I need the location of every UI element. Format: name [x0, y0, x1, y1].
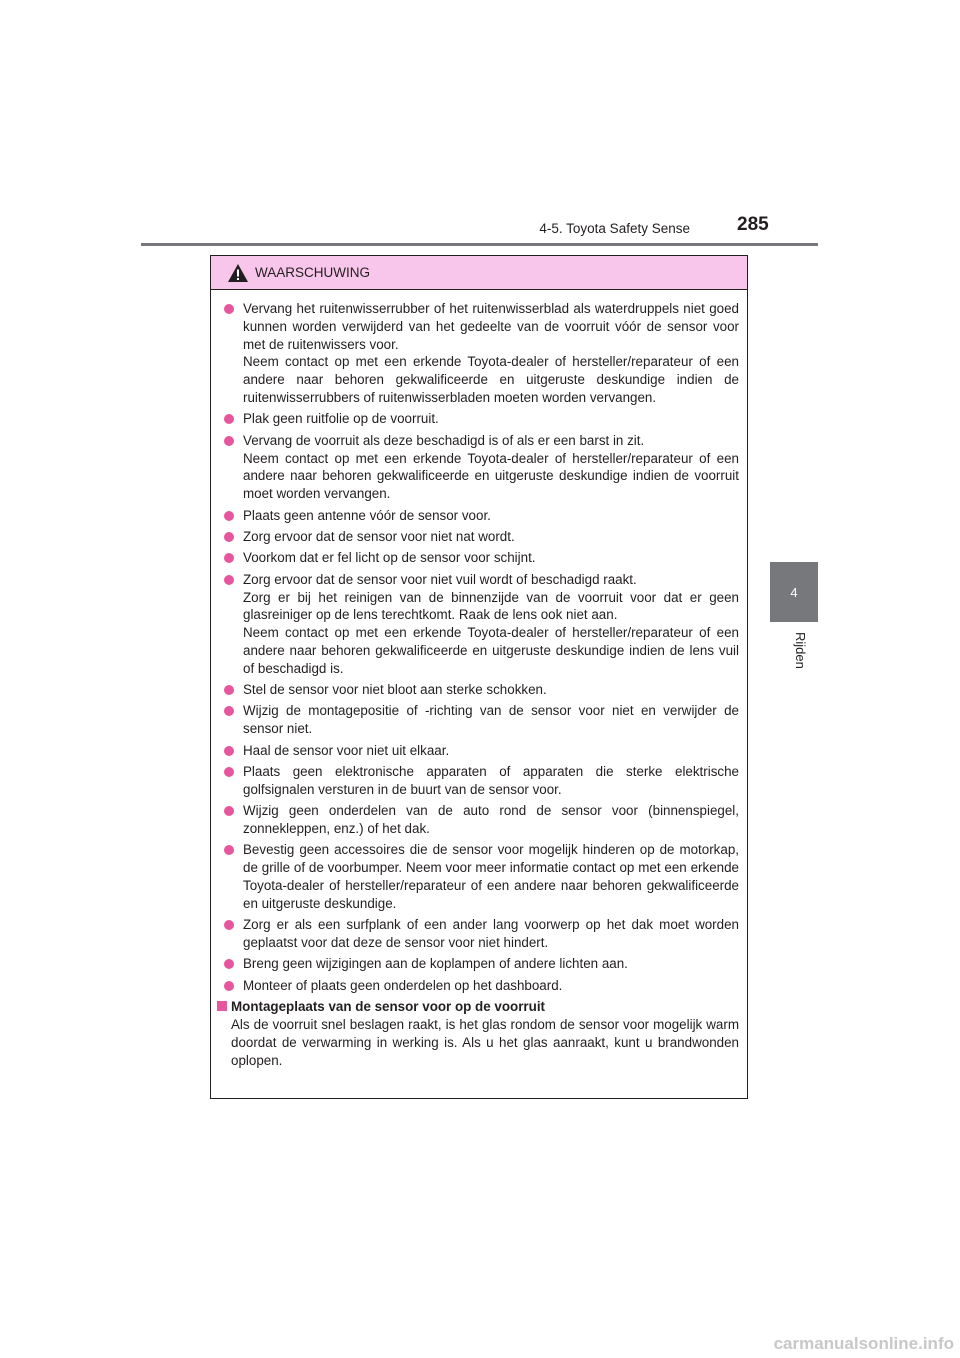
warning-item-text: Neem contact op met een erkende Toyota-dealer of hersteller/reparateur of een andere naar behoren gekwalificeerde en uitgeruste deskundige indien de voorruit moet worden vervangen. — [243, 450, 739, 502]
warning-item-text: Zorg er als een surfplank of een ander lang voorwerp op het dak moet worden geplaatst voor dat deze de sensor voor niet hindert. — [243, 917, 739, 951]
warning-triangle-icon — [227, 263, 249, 283]
warning-item-text: Vervang het ruitenwisserrubber of het ruitenwisserblad als waterdruppels niet goed kunnen worden verwijderd van het gedeelte van de voorruit vóór de sensor voor met de ruitenwissers voor. — [243, 301, 739, 352]
warning-item — [217, 410, 739, 428]
round-bullet-icon — [224, 920, 234, 930]
warning-item-text: Breng geen wijzigingen aan de koplampen of andere lichten aan. — [243, 956, 628, 972]
header-rule — [141, 243, 818, 246]
warning-item-text: Plaats geen elektronische apparaten of apparaten die sterke elektrische golfsignalen versturen in de buurt van de sensor voor. — [243, 764, 739, 797]
watermark: carmanualsonline.info — [773, 1334, 954, 1353]
warning-item — [217, 802, 739, 838]
warning-item — [217, 681, 739, 699]
warning-item-text: Wijzig de montagepositie of -richting van de sensor voor niet en verwijder de sensor niet. — [243, 703, 739, 737]
warning-item — [217, 916, 739, 952]
round-bullet-icon — [224, 981, 234, 991]
round-bullet-icon — [224, 746, 234, 756]
warning-item-text: Zorg ervoor dat de sensor voor niet nat wordt. — [243, 528, 515, 544]
warning-item-text: Haal de sensor voor niet uit elkaar. — [243, 742, 450, 758]
warning-item — [217, 955, 739, 973]
warning-item — [217, 300, 739, 407]
warning-item-text: Vervang de voorruit als deze beschadigd is of als er een barst in zit. — [243, 432, 645, 448]
chapter-number: 4 — [790, 584, 798, 600]
round-bullet-icon — [224, 414, 234, 424]
round-bullet-icon — [224, 767, 234, 777]
round-bullet-icon — [224, 685, 234, 695]
round-bullet-icon — [224, 845, 234, 855]
warning-item-text: Zorg ervoor dat de sensor voor niet vuil wordt of beschadigd raakt. — [243, 571, 637, 587]
header-section-title: 4-5. Toyota Safety Sense — [539, 221, 690, 236]
warning-item — [217, 528, 739, 546]
round-bullet-icon — [224, 575, 234, 585]
warning-item — [217, 977, 739, 995]
warning-box — [210, 255, 748, 1099]
warning-item — [217, 432, 739, 503]
round-bullet-icon — [224, 532, 234, 542]
warning-item-text: Neem contact op met een erkende Toyota-dealer of hersteller/reparateur of een andere naar behoren gekwalificeerde en uitgeruste deskundige indien de lens vuil of beschadigd is. — [243, 625, 739, 676]
warning-item-text: Stel de sensor voor niet bloot aan sterke schokken. — [243, 682, 547, 698]
warning-item-text: Plak geen ruitfolie op de voorruit. — [243, 411, 439, 427]
warning-body — [211, 290, 747, 1069]
warning-item-text: Wijzig geen onderdelen van de auto rond de sensor voor (binnenspiegel, zonnekleppen, enz.) of het dak. — [243, 803, 739, 837]
round-bullet-icon — [224, 706, 234, 716]
round-bullet-icon — [224, 511, 234, 521]
warning-item-text: Neem contact op met een erkende Toyota-dealer of hersteller/reparateur of een andere naar behoren gekwalificeerde en uitgeruste deskundige indien de ruitenwisserrubbers of ruitenwisserbladen moeten worden vervangen. — [243, 354, 739, 405]
round-bullet-icon — [224, 959, 234, 969]
chapter-tab — [770, 562, 818, 622]
warning-item-text: Plaats geen antenne vóór de sensor voor. — [243, 507, 491, 523]
subsection-heading: Montageplaats van de sensor voor op de voorruit — [231, 999, 545, 1015]
warning-item-text: Zorg er bij het reinigen van de binnenzijde van de voorruit voor dat er geen glasreiniger op de lens terechtkomt. Raak de lens ook niet aan. — [243, 589, 739, 623]
subsection-body: Als de voorruit snel beslagen raakt, is het glas rondom de sensor voor mogelijk warm doordat de verwarming in werking is. Als u het glas aanraakt, kunt u brandwonden oplopen. — [231, 1016, 739, 1068]
warning-item — [217, 763, 739, 799]
round-bullet-icon — [224, 553, 234, 563]
round-bullet-icon — [224, 436, 234, 446]
warning-item-text: Monteer of plaats geen onderdelen op het dashboard. — [243, 977, 563, 993]
warning-item-text: Voorkom dat er fel licht op de sensor voor schijnt. — [243, 550, 536, 566]
warning-item — [217, 742, 739, 760]
round-bullet-icon — [224, 806, 234, 816]
warning-item — [217, 549, 739, 567]
chapter-label: Rijden — [793, 632, 808, 669]
warning-item — [217, 507, 739, 525]
warning-item — [217, 571, 739, 678]
warning-title: WAARSCHUWING — [255, 265, 370, 280]
round-bullet-icon — [224, 304, 234, 314]
page-number: 285 — [737, 214, 769, 235]
warning-item — [217, 841, 739, 912]
warning-header — [211, 256, 747, 290]
warning-item-text: Bevestig geen accessoires die de sensor voor mogelijk hinderen op de motorkap, de grille of de voorbumper. Neem voor meer informatie contact op met een erkende Toyota-dealer of hersteller/reparateur of een andere naar behoren gekwalificeerde en uitgeruste deskundige. — [243, 842, 739, 911]
warning-item — [217, 702, 739, 738]
warning-subsection — [217, 998, 739, 1069]
square-bullet-icon — [217, 1001, 227, 1011]
